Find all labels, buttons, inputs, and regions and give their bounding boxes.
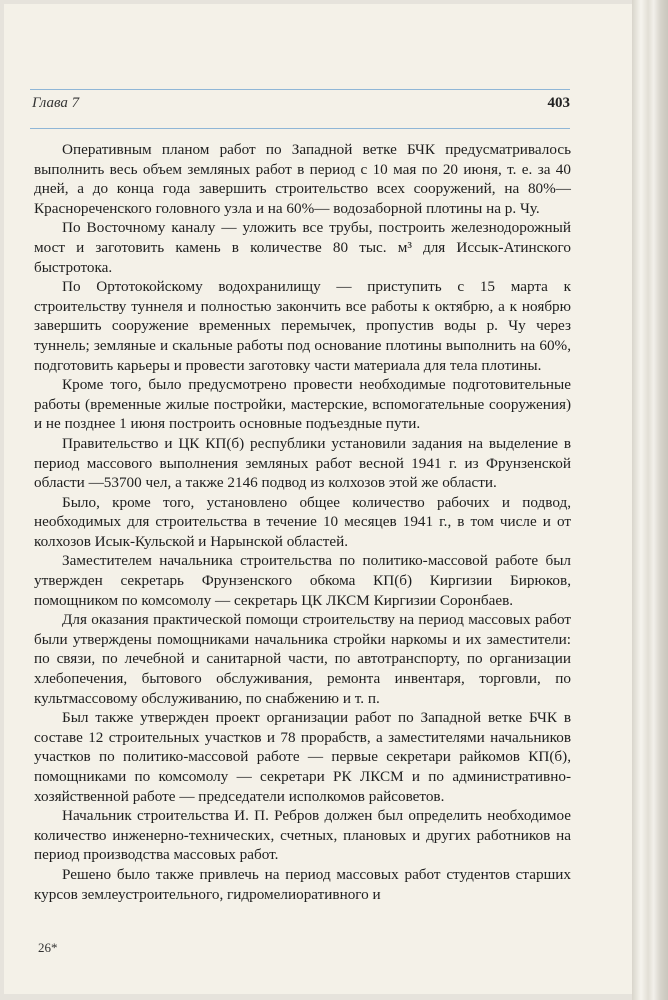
header-rule-top xyxy=(30,89,570,90)
paragraph: Начальник строительства И. П. Ребров должен был определить необходимое количество инженерно-технических, счетных, плановых и других работников на период производства массовых работ. xyxy=(34,807,571,864)
paragraph: Решено было также привлечь на период массовых работ студентов старших курсов землеустроительного, гидромелиоративного и xyxy=(34,865,571,903)
paragraph: Заместителем начальника строительства по политико-массовой работе был утвержден секретарь Фрунзенского обкома КП(б) Киргизии Бирюков, помощником по комсомолу — секретарь ЦК ЛКСМ Киргизии Соронбаев. xyxy=(34,552,571,609)
paragraph: Был также утвержден проект организации работ по Западной ветке БЧК в составе 12 строительных участков и 78 прорабств, а заместителями начальников участков по политико-массовой работе — первые секретари райкомов КП(б), помощниками по комсомолу — секретари РК ЛКСМ и по административно-хозяйственной работе — председатели исполкомов райсоветов. xyxy=(34,709,571,805)
paragraph: По Восточному каналу — уложить все трубы, построить железнодорожный мост и заготовить камень в количестве 80 тыс. м³ для Иссык-Атинского быстротока. xyxy=(34,219,571,276)
paragraph: По Ортотокойскому водохранилищу — приступить с 15 марта к строительству туннеля и полностью закончить все работы к октябрю, а к ноябрю завершить сооружение временных перемычек, пропустив воды р. Чу через туннель; земляные и скальные работы под основание плотины выполнить на 60%, подготовить карьеры и провести заготовку части материала для тела плотины. xyxy=(34,278,571,374)
paragraph: Было, кроме того, установлено общее количество рабочих и подвод, необходимых для строительства в течение 10 месяцев 1941 г., в том числе и от колхозов Исык-Кульской и Нарынской областей. xyxy=(34,493,571,550)
page-number: 403 xyxy=(547,95,570,111)
chapter-title: Глава 7 xyxy=(32,95,80,111)
paragraph: Правительство и ЦК КП(б) республики установили задания на выделение в период массового выполнения земляных работ весной 1941 г. из Фрунзенской области —53700 чел, а также 2146 подвод из колхозов этой же области. xyxy=(34,434,571,492)
page-edge xyxy=(632,0,668,1000)
paragraph: Для оказания практической помощи строительству на период массовых работ были утверждены помощниками начальника стройки наркомы и их заместители: по связи, по лечебной и санитарной части, по автотранспорту, по организации хлебопечения, бытового обслуживания, ремонта инвентаря, торговли, по культмассовому обслуживанию, по снабжению и т. п. xyxy=(34,611,571,707)
paragraph: Кроме того, было предусмотрено провести необходимые подготовительные работы (временные жилые постройки, мастерские, вспомогательные сооружения) и не позднее 1 июня построить основные подъездные пути. xyxy=(34,376,571,433)
signature-mark: 26* xyxy=(38,940,58,955)
paragraph: Оперативным планом работ по Западной ветке БЧК предусматривалось выполнить весь объем земляных работ в период с 10 мая по 20 июня, т. е. за 40 дней, а до конца года завершить строительство всех сооружений, на 80%— Краснореченского головного узла и на 60%— водозаборной плотины на р. Чу. xyxy=(34,141,571,217)
header-rule-bottom xyxy=(30,128,570,129)
body-text xyxy=(34,140,571,904)
